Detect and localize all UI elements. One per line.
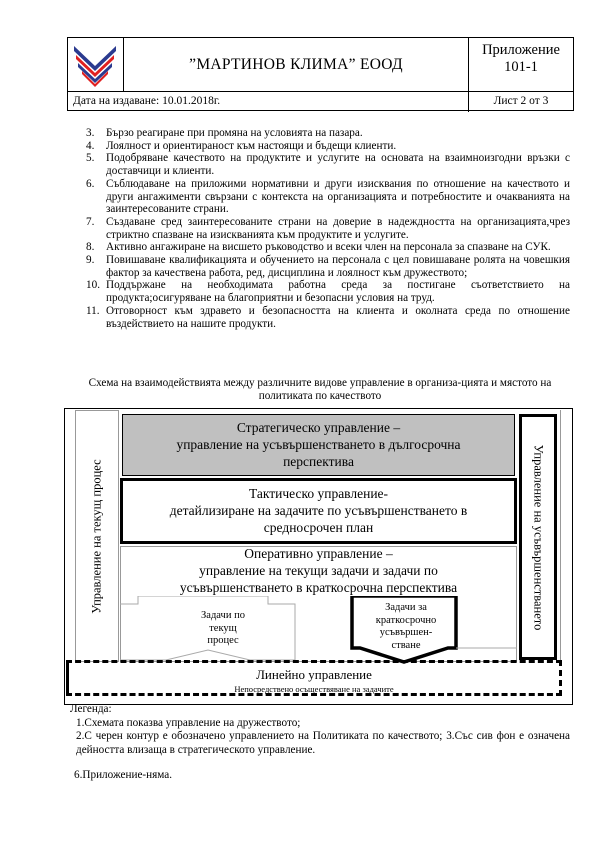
tactical-title: Тактическо управление- — [248, 486, 389, 501]
operational-heading: Оперативно управление – — [244, 546, 393, 561]
strategic-text: перспектива — [283, 454, 354, 469]
list-item-number: 8. — [86, 241, 95, 254]
strategic-title: Стратегическо управление – — [236, 420, 401, 435]
document-header — [67, 37, 574, 111]
operational-text: усъвършенстването в краткосрочна перспектива — [179, 580, 458, 595]
improvement-task-text: стване — [391, 639, 421, 651]
strategic-text: управление на усъвършенстването в дългосрочна — [176, 437, 461, 452]
improvement-label-wrap — [519, 414, 557, 660]
appendix-number: 101-1 — [504, 59, 538, 75]
tactical-management-box — [120, 478, 517, 544]
legend-item: 1.Схемата показва управление на дружеството; — [76, 716, 301, 729]
operational-title — [120, 545, 517, 596]
current-task-text: процес — [207, 635, 239, 646]
list-item — [86, 178, 570, 216]
current-process-label: Управление на текущ процес — [89, 458, 104, 614]
current-task-label — [188, 610, 258, 648]
list-item-text: Създаване сред заинтересованите страни на доверие в надеждността на организацията,чрез стриктно спазване на изискванията към продуктите и услугите. — [106, 215, 570, 241]
tactical-text: детайлизиране на задачите по усъвършенстването в — [169, 503, 468, 518]
header-divider — [68, 91, 573, 92]
current-process-label-wrap — [75, 410, 119, 662]
appendix-label — [469, 42, 573, 76]
improvement-task-text: Задачи за — [385, 602, 427, 613]
list-item — [86, 254, 570, 279]
list-item — [86, 127, 570, 140]
improvement-task-text: краткосрочно — [375, 614, 437, 626]
right-strip — [560, 410, 571, 662]
linear-management-title: Линейно управление — [256, 667, 372, 682]
tactical-text: средносрочен план — [263, 520, 374, 535]
list-item-number: 9. — [86, 254, 95, 267]
issue-date: Дата на издаване: 10.01.2018г. — [73, 95, 221, 107]
list-item — [86, 241, 570, 254]
current-task-text: текущ — [209, 622, 237, 634]
list-item-number: 6. — [86, 177, 95, 190]
list-item-text: Бързо реагиране при промяна на условията на пазара. — [106, 127, 363, 139]
list-item-text: Съблюдаване на приложими нормативни и други изисквания по отношение на качеството и други ангажименти свързани с контекста на организацията и потребностите и очакванията на заинтересованите страни. — [106, 177, 570, 216]
list-item — [86, 305, 570, 330]
list-item-text: Повишаване квалификацията и обучението на персонала с цел повишаване ролята на човешкия фактор за качествена работа, ред, дисциплина и лоялност към дружеството; — [106, 254, 570, 279]
sheet-number: Лист 2 от 3 — [493, 95, 549, 107]
list-item-number: 3. — [86, 127, 95, 139]
list-item-text: Активно ангажиране на висшето ръководство и всеки член на персонала за спазване на СУК. — [106, 241, 551, 254]
list-item — [86, 152, 570, 177]
list-item-number: 7. — [86, 215, 95, 228]
diagram-caption: Схема на взаимодействията между различните видове управление в организа-цията и мястото на политиката по качеството — [88, 377, 552, 402]
list-item-number: 4. — [86, 139, 95, 152]
improvement-label: Управление на усъвършенстването — [531, 444, 546, 630]
list-item-text: Лоялност и ориентираност към настоящи и бъдещи клиенти. — [106, 139, 397, 152]
list-item-number: 10. — [86, 279, 100, 292]
list-item — [86, 140, 570, 153]
strategic-management-box — [122, 414, 515, 476]
list-item-text: Подобряване качеството на продуктите и услугите на основата на взаимноизгодни връзки с доставчици и клиенти. — [106, 152, 570, 178]
list-item-text: Поддържане на необходимата работна среда за постигане съответствието на продукта;осигуряване на благоприятни и безопасни условия на труд. — [106, 279, 570, 305]
linear-management-subtitle: Непосредствено осъществяване на задачите — [234, 684, 394, 694]
legend-item: 2.С черен контур е обозначено управлението на Политиката по качеството; 3.Със сив фон е означена дейността влизаща в стратегическото управление. — [76, 730, 570, 756]
list-item — [86, 216, 570, 241]
list-item-number: 5. — [86, 152, 95, 165]
improvement-task-label — [364, 602, 448, 652]
company-name: ”МАРТИНОВ КЛИМА” ЕООД — [189, 55, 403, 73]
operational-text: управление на текущи задачи и задачи по — [199, 563, 438, 578]
list-item-number: 11. — [86, 304, 100, 317]
appendix-note: 6.Приложение-няма. — [74, 769, 173, 781]
policy-list — [86, 127, 570, 330]
improvement-task-text: усъвършен- — [379, 627, 433, 638]
company-logo-icon — [72, 42, 118, 87]
list-item-text: Отговорност към здравето и безопасността на клиента и околната среда по отношение въздействието на нашите продукти. — [106, 304, 570, 330]
appendix-label-line: Приложение — [482, 42, 560, 58]
legend — [70, 703, 570, 757]
legend-title: Легенда: — [70, 703, 112, 715]
list-item — [86, 279, 570, 304]
task-arrows — [120, 596, 517, 666]
current-task-text: Задачи по — [201, 610, 245, 621]
